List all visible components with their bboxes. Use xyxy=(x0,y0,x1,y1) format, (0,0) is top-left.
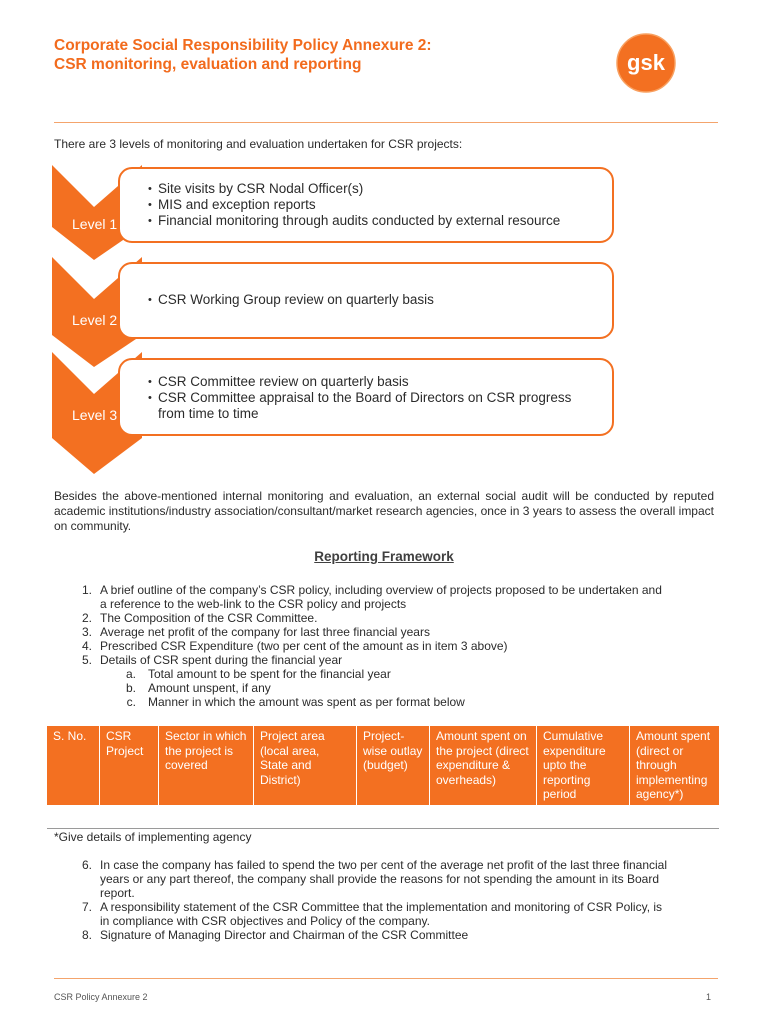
header-divider xyxy=(54,122,718,123)
level-1-bullet: • Site visits by CSR Nodal Officer(s) xyxy=(148,181,560,197)
level-3-box xyxy=(118,358,614,436)
footer-divider xyxy=(54,978,718,979)
table-header-cell: Sector in which the project is covered xyxy=(159,726,254,805)
audit-paragraph: Besides the above-mentioned internal monitoring and evaluation, an external social audit will be conducted by reputed academic institutions/industry association/consultant/market research agencies, once in 3 years to assess the overall impact on community. xyxy=(54,489,714,533)
level-3-bullet: • CSR Committee appraisal to the Board of Directors on CSR progress from time to time xyxy=(148,390,598,422)
level-1-label: Level 1 xyxy=(72,216,118,232)
table-header-cell: Project area (local area, State and District) xyxy=(254,726,357,805)
title-line-1: Corporate Social Responsibility Policy Annexure 2: xyxy=(54,37,432,54)
level-2-box xyxy=(118,262,614,339)
level-3-label: Level 3 xyxy=(72,407,118,423)
table-header-cell: Amount spent (direct or through implementing agency*) xyxy=(636,729,711,801)
reporting-list-continued: 6. In case the company has failed to spend the two per cent of the average net profit of the last three financial years or any part thereof, the company shall provide the reasons for not spending the amount in its Board report. 7. A responsibility statement of the CSR Committee that the implementation and monitoring of CSR Policy, is in compliance with CSR objectives and Policy of the company. 8. Signature of Managing Director and Chairman of the CSR Committee xyxy=(81,858,668,942)
level-1-box xyxy=(118,167,614,243)
table-divider xyxy=(47,828,719,829)
table-header-cell: Project-wise outlay (budget) xyxy=(357,726,430,805)
level-2-label: Level 2 xyxy=(72,312,118,328)
table-header-cell: Amount spent on the project (direct expenditure & overheads) xyxy=(430,726,537,805)
level-3-bullet: • CSR Committee review on quarterly basis xyxy=(148,374,598,390)
csr-spend-table xyxy=(47,726,719,805)
level-2-bullet: • CSR Working Group review on quarterly basis xyxy=(148,292,434,308)
table-header-row xyxy=(47,726,719,805)
table-header-cell: S. No. xyxy=(47,726,100,805)
reporting-framework-title: Reporting Framework xyxy=(314,549,454,564)
level-1-bullet: • Financial monitoring through audits conducted by external resource xyxy=(148,213,560,229)
table-note: *Give details of implementing agency xyxy=(54,830,252,844)
title-line-2: CSR monitoring, evaluation and reporting xyxy=(54,56,362,73)
intro-text: There are 3 levels of monitoring and evaluation undertaken for CSR projects: xyxy=(54,137,463,151)
level-1-bullet: • MIS and exception reports xyxy=(148,197,560,213)
page-title xyxy=(54,36,432,74)
gsk-logo xyxy=(615,32,677,94)
table-header-cell: Cumulative expenditure upto the reporting period xyxy=(537,726,630,805)
footer-text: CSR Policy Annexure 2 xyxy=(54,992,148,1002)
reporting-list: 1. A brief outline of the company’s CSR policy, including overview of projects proposed to be undertaken and a reference to the web-link to the CSR policy and projects 2. The Composition of the CSR Committee. 3. Average net profit of the company for last three financial years 4. Prescribed CSR Expenditure (two per cent of the amount as in item 3 above) 5. Details of CSR spent during the financial year a. Total amount to be spent for the financial year b. Amount unspent, if any c. Manner in which the amount was spent as per format below xyxy=(81,583,662,709)
logo-text: gsk xyxy=(627,50,665,75)
table-header-cell: CSR Project xyxy=(100,726,159,805)
page-number: 1 xyxy=(706,992,712,1002)
